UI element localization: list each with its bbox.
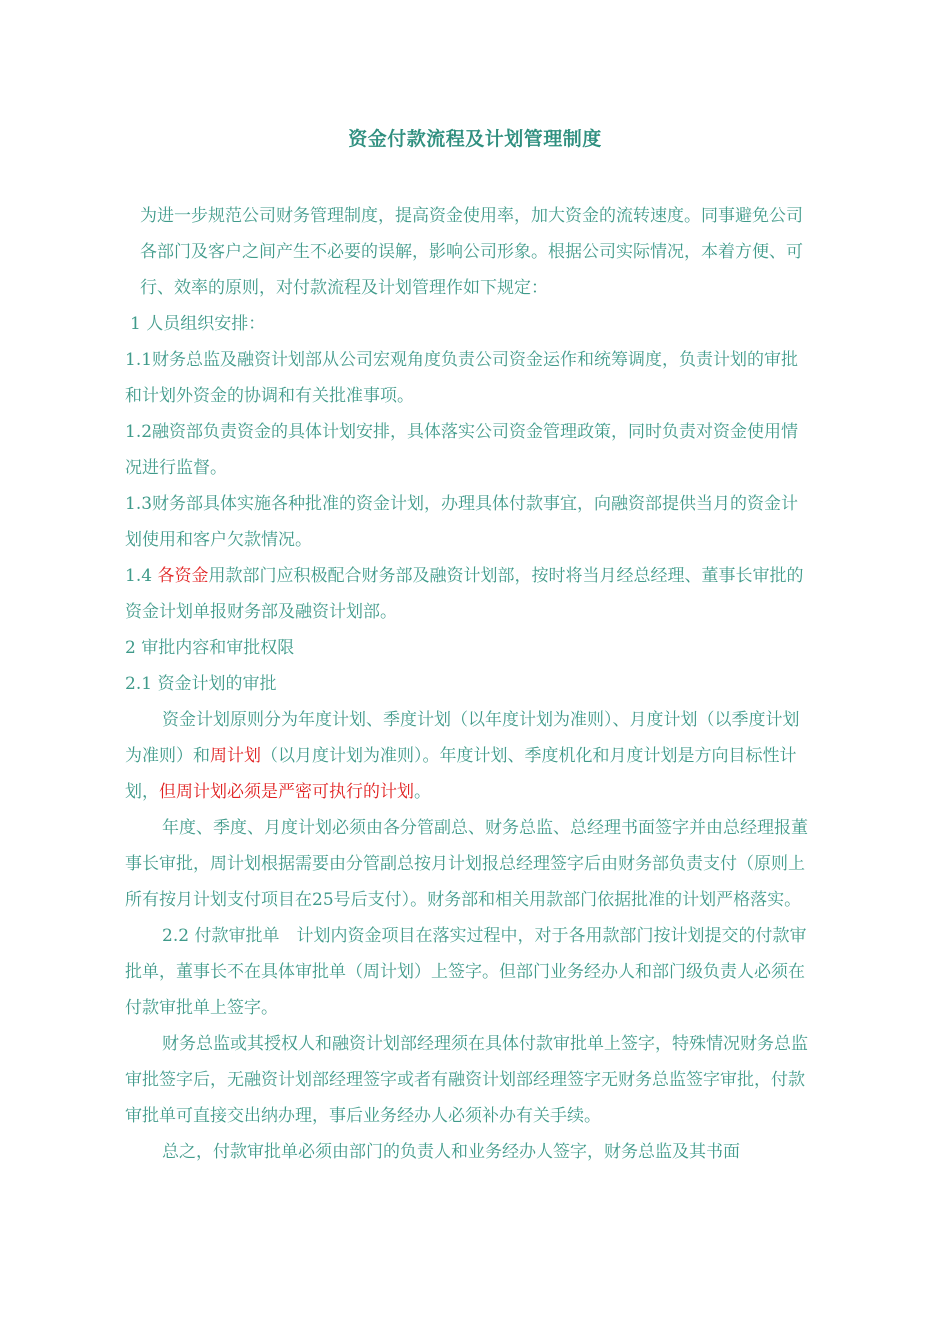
section-2-1-heading: 2.1 资金计划的审批 bbox=[125, 674, 277, 694]
document-title: 资金付款流程及计划管理制度 bbox=[348, 128, 602, 150]
item-1-1: 1.1财务总监及融资计划部从公司宏观角度负责公司资金运作和统筹调度，负责计划的审批和计划外资金的协调和有关批准事项。 bbox=[125, 350, 799, 406]
document-body bbox=[100, 198, 810, 1170]
para-text-a: 资金计划原则分为年度计划、季度计划（以年度计划为准则）、月度计划（以季度计划为准则）和 bbox=[125, 710, 800, 766]
item-1-4-highlight: 各资金 bbox=[157, 566, 209, 586]
item-1-4-text: 用款部门应积极配合财务部及融资计划部，按时将当月经总经理、董事长审批的资金计划单报财务部及融资计划部。 bbox=[125, 566, 804, 622]
section-2-1-paragraph-2: 年度、季度、月度计划必须由各分管副总、财务总监、总经理书面签字并由总经理报董事长审批，周计划根据需要由分管副总按月计划报总经理签字后由财务部负责支付（原则上所有按月计划支付项目在25号后支付）。财务部和相关用款部门依据批准的计划严格落实。 bbox=[125, 818, 808, 910]
para-text-c: （以月度计划为准则）。年度计划、季度机化和月度计划是方向目标性计划， bbox=[125, 746, 797, 802]
section-2-2-paragraph-2: 财务总监或其授权人和融资计划部经理须在具体付款审批单上签字，特殊情况财务总监审批签字后，无融资计划部经理签字或者有融资计划部经理签字无财务总监签字审批，付款审批单可直接交出纳办理，事后业务经办人必须补办有关手续。 bbox=[125, 1034, 808, 1126]
weekly-plan-rule-highlight: 但周计划必须是严密可执行的计划 bbox=[159, 782, 414, 802]
item-1-3: 1.3财务部具体实施各种批准的资金计划，办理具体付款事宜，向融资部提供当月的资金计划使用和客户欠款情况。 bbox=[125, 494, 799, 550]
section-2-2-paragraph-1: 2.2 付款审批单 计划内资金项目在落实过程中，对于各用款部门按计划提交的付款审批单，董事长不在具体审批单（周计划）上签字。但部门业务经办人和部门级负责人必须在付款审批单上签字。 bbox=[125, 926, 807, 1018]
item-1-4 bbox=[100, 558, 810, 630]
section-2-1-paragraph-1 bbox=[100, 702, 810, 810]
section-1-heading: 1 人员组织安排： bbox=[130, 314, 266, 334]
para-text-e: 。 bbox=[414, 782, 431, 802]
section-2-2-paragraph-3: 总之，付款审批单必须由部门的负责人和业务经办人签字，财务总监及其书面 bbox=[162, 1142, 740, 1162]
item-1-2: 1.2融资部负责资金的具体计划安排，具体落实公司资金管理政策，同时负责对资金使用情况进行监督。 bbox=[125, 422, 799, 478]
weekly-plan-highlight: 周计划 bbox=[210, 746, 261, 766]
item-1-4-number: 1.4 bbox=[125, 566, 158, 586]
section-2-heading: 2 审批内容和审批权限 bbox=[125, 638, 295, 658]
intro-paragraph: 为进一步规范公司财务管理制度，提高资金使用率，加大资金的流转速度。同事避免公司各部门及客户之间产生不必要的误解，影响公司形象。根据公司实际情况，本着方便、可行、效率的原则，对付款流程及计划管理作如下规定： bbox=[140, 206, 803, 298]
